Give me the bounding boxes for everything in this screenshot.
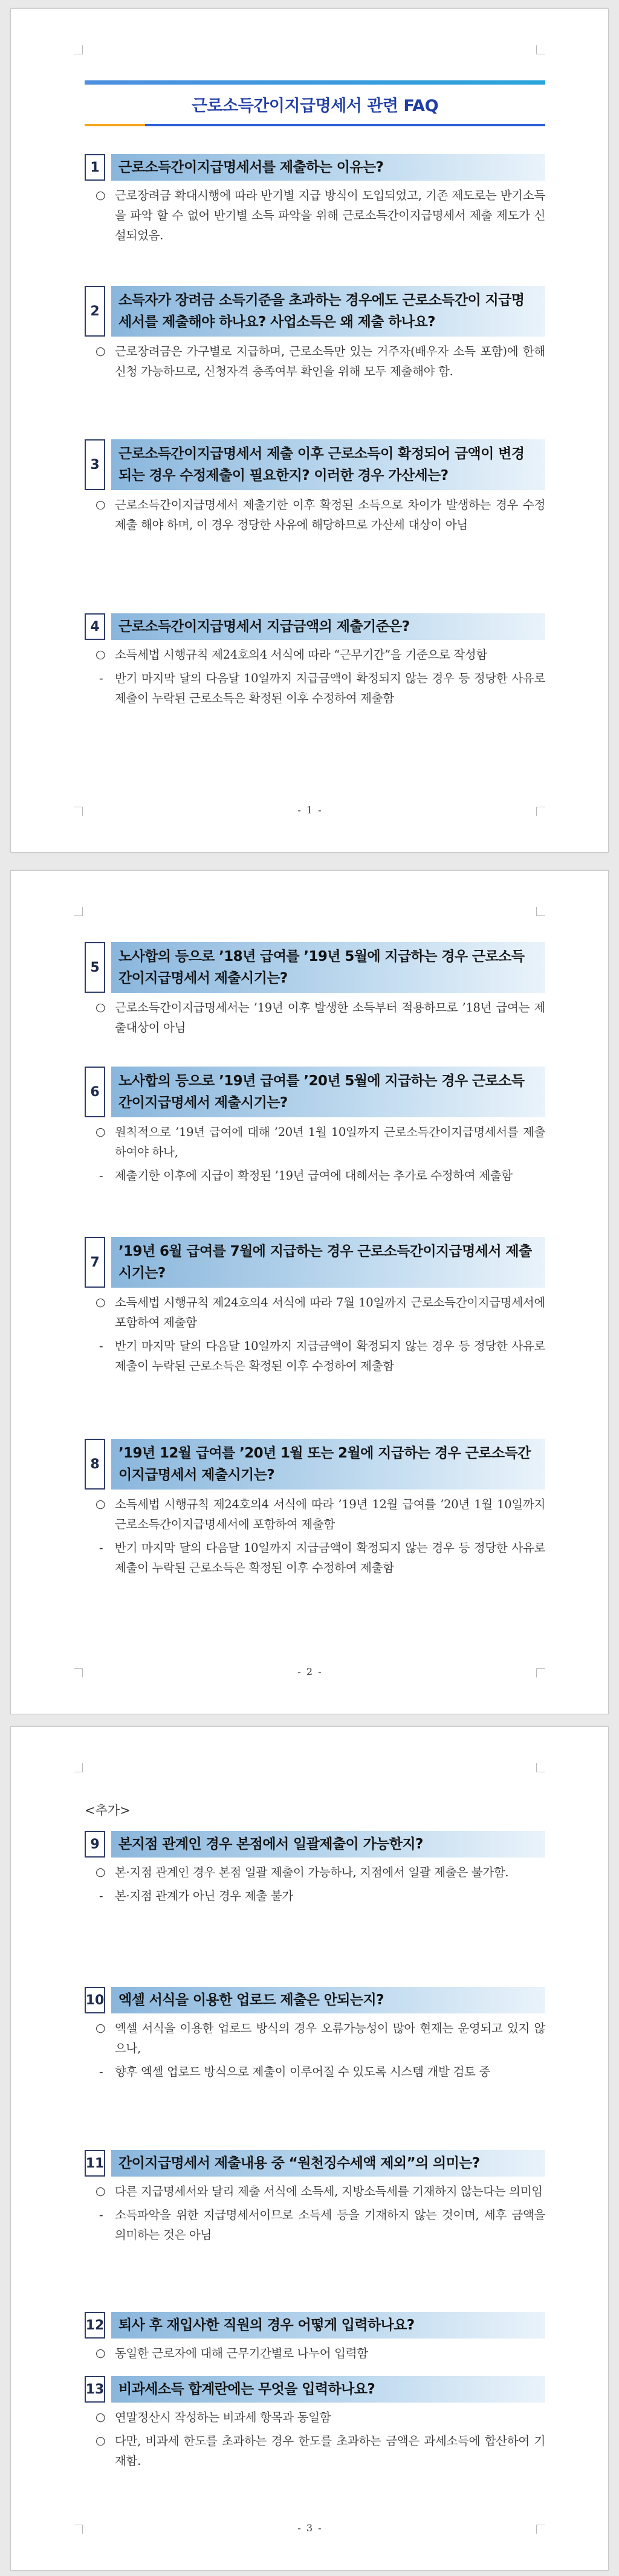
question-text: 간이지급명세서 제출내용 중 “원천징수세액 제외”의 의미는? [111,2150,545,2177]
document-page-1 [10,8,609,853]
question-text: 퇴사 후 재입사한 직원의 경우 어떻게 입력하나요? [111,2312,545,2339]
page-number: - 1 - [297,804,323,816]
title-top-rule [85,80,545,85]
question-number: 10 [85,1987,105,2013]
question-text: 소득자가 장려금 소득기준을 초과하는 경우에도 근로소득간이 지급명세서를 제출해야 하나요? 사업소득은 왜 제출 하나요? [111,286,545,337]
question-number: 2 [85,286,105,337]
answer-item: ○ 원칙적으로 ’19년 급여에 대해 ’20년 1월 10일까지 근로소득간이지급명세서를 제출하여야 하나, [96,1125,545,1159]
crop-mark [536,907,545,916]
title-bottom-rule [85,124,545,126]
question-text: 노사합의 등으로 ’19년 급여를 ’20년 5월에 지급하는 경우 근로소득간이지급명세서 제출시기는? [111,1067,545,1117]
answer-subitem: - 반기 마지막 달의 다음달 10일까지 지급금액이 확정되지 않는 경우 등 정당한 사유로 제출이 누락된 근로소득은 확정된 이후 수정하여 제출함 [99,671,545,705]
answer-subitem: - 반기 마지막 달의 다음달 10일까지 지급금액이 확정되지 않는 경우 등 정당한 사유로 제출이 누락된 근로소득은 확정된 이후 수정하여 제출함 [99,1339,545,1373]
faq-item-7 [85,1237,545,1380]
answer-item: ○ 소득세법 시행규칙 제24호의4 서식에 따라 “근무기간”을 기준으로 작성함 [96,648,487,662]
faq-item-10 [85,1987,545,2085]
faq-item-1 [85,154,545,249]
document-page-2 [10,870,609,1714]
question-number: 11 [85,2150,105,2177]
document-page-3 [10,1726,609,2571]
answer-item: ○ 다만, 비과세 한도를 초과하는 경우 한도를 초과하는 금액은 과세소득에 합산하여 기재함. [96,2434,545,2468]
faq-item-8 [85,1439,545,1581]
question-text: 비과세소득 합계란에는 무엇을 입력하나요? [111,2376,545,2403]
question-number: 8 [85,1439,105,1490]
faq-item-9 [85,1831,545,1909]
faq-item-13 [85,2376,545,2474]
answer-item: ○ 연말정산시 작성하는 비과세 항목과 동일함 [96,2410,331,2424]
answer-subitem: - 제출기한 이후에 지급이 확정된 ’19년 급여에 대해서는 추가로 수정하여 제출함 [99,1169,513,1183]
answer-item: ○ 소득세법 시행규칙 제24호의4 서식에 따라 ’19년 12월 급여를 ’20년 1월 10일까지 근로소득간이지급명세서에 포함하여 제출함 [96,1497,545,1531]
question-number: 6 [85,1067,105,1117]
section-label: <추가> [85,1803,131,1818]
question-number: 3 [85,439,105,490]
crop-mark [536,1763,545,1772]
faq-item-4 [85,613,545,712]
question-number: 1 [85,154,105,181]
answer-item: ○ 근로장려금 확대시행에 따라 반기별 지급 방식이 도입되었고, 기존 제도로는 반기소득을 파악 할 수 없어 반기별 소득 파악을 위해 근로소득간이지급명세서 제출 제도가 신설되었음. [96,189,545,242]
page-number: - 3 - [297,2522,323,2534]
question-number: 9 [85,1831,105,1858]
document-title: 근로소득간이지급명세서 관련 FAQ [191,97,439,115]
crop-mark [536,45,545,54]
answer-item: ○ 동일한 근로자에 대해 근무기간별로 나누어 입력함 [96,2346,368,2360]
crop-mark [74,45,83,54]
faq-item-3 [85,439,545,538]
question-text: 근로소득간이지급명세서 제출 이후 근로소득이 확정되어 금액이 변경되는 경우 수정제출이 필요한지? 이러한 경우 가산세는? [111,439,545,490]
question-number: 5 [85,942,105,993]
crop-mark [74,1763,83,1772]
answer-item: ○ 다른 지급명세서와 달리 제출 서식에 소득세, 지방소득세를 기재하지 않는다는 의미임 [96,2184,543,2198]
answer-item: ○ 본·지점 관계인 경우 본점 일괄 제출이 가능하나, 지점에서 일괄 제출은 불가함. [96,1865,509,1879]
answer-subitem: - 소득파악을 위한 지급명세서이므로 소득세 등을 기재하지 않는 것이며, 세후 금액을 의미하는 것은 아님 [99,2208,545,2242]
question-number: 13 [85,2376,105,2403]
question-text: 근로소득간이지급명세서 지급금액의 제출기준은? [111,613,545,640]
question-number: 12 [85,2312,105,2339]
question-text: ’19년 6월 급여를 7월에 지급하는 경우 근로소득간이지급명세서 제출시기는? [111,1237,545,1288]
faq-item-12 [85,2312,545,2367]
question-number: 4 [85,613,105,640]
crop-mark [74,907,83,916]
question-text: 엑셀 서식을 이용한 업로드 제출은 안되는지? [111,1987,545,2013]
faq-item-2 [85,286,545,385]
question-text: 근로소득간이지급명세서를 제출하는 이유는? [111,154,545,181]
question-text: ’19년 12월 급여를 ’20년 1월 또는 2월에 지급하는 경우 근로소득간이지급명세서 제출시기는? [111,1439,545,1490]
answer-item: ○ 근로소득간이지급명세서는 ’19년 이후 발생한 소득부터 적용하므로 ’18년 급여는 제출대상이 아님 [96,1001,545,1035]
answer-item: ○ 근로장려금은 가구별로 지급하며, 근로소득만 있는 거주자(배우자 소득 포함)에 한해 신청 가능하므로, 신청자격 충족여부 확인을 위해 모두 제출해야 함. [96,344,545,378]
answer-subitem: - 본·지점 관계가 아닌 경우 제출 불가 [99,1889,293,1903]
answer-item: ○ 엑셀 서식을 이용한 업로드 방식의 경우 오류가능성이 많아 현재는 운영되고 있지 않으나, [96,2021,545,2055]
answer-item: ○ 소득세법 시행규칙 제24호의4 서식에 따라 7월 10일까지 근로소득간이지급명세서에 포함하여 제출함 [96,1296,545,1329]
document-title-block [85,80,545,138]
answer-item: ○ 근로소득간이지급명세서 제출기한 이후 확정된 소득으로 차이가 발생하는 경우 수정제출 해야 하며, 이 경우 정당한 사유에 해당하므로 가산세 대상이 아님 [96,498,545,532]
question-number: 7 [85,1237,105,1288]
question-text: 본지점 관계인 경우 본점에서 일괄제출이 가능한지? [111,1831,545,1858]
page-number: - 2 - [297,1666,323,1677]
answer-subitem: - 향후 엑셀 업로드 방식으로 제출이 이루어질 수 있도록 시스템 개발 검토 중 [99,2065,490,2079]
question-text: 노사합의 등으로 ’18년 급여를 ’19년 5월에 지급하는 경우 근로소득간이지급명세서 제출시기는? [111,942,545,993]
faq-item-11 [85,2150,545,2248]
answer-subitem: - 반기 마지막 달의 다음달 10일까지 지급금액이 확정되지 않는 경우 등 정당한 사유로 제출이 누락된 근로소득은 확정된 이후 수정하여 제출함 [99,1541,545,1575]
faq-item-5 [85,942,545,1041]
faq-item-6 [85,1067,545,1189]
